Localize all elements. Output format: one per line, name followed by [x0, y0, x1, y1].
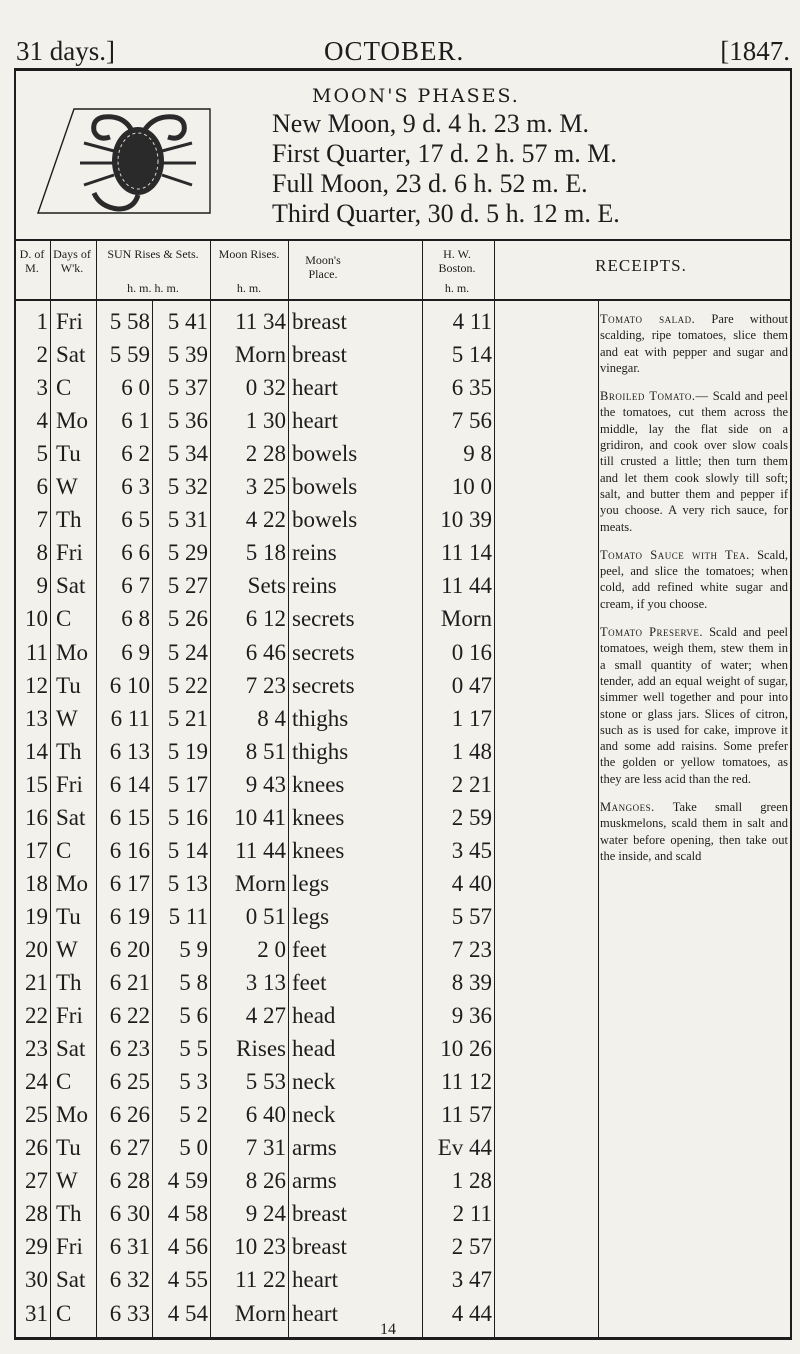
high-water-cell: 11 14	[441, 540, 492, 566]
receipt-body: Scald, peel, and slice the tomatoes; when cold, add refined white sugar and cream, if you choose.	[600, 547, 789, 611]
sunset-cell: 4 55	[167, 1267, 208, 1293]
day-of-week-cell: Mo	[56, 639, 88, 665]
moon-rises-cell: 6 46	[245, 639, 286, 665]
receipt-title: Tomato Preserve.	[600, 625, 703, 640]
moon-rises-cell: Morn	[234, 1300, 286, 1326]
receipts-column	[600, 311, 788, 876]
days-count: 31 days.]	[16, 36, 115, 66]
col-sun: SUN Rises & Sets.	[107, 247, 199, 261]
day-of-month-cell: 6	[36, 474, 48, 500]
sunset-cell: 4 58	[167, 1201, 208, 1227]
day-of-week-cell: Th	[56, 970, 82, 995]
day-of-month-cell: 30	[25, 1267, 48, 1293]
moon-rises-cell: 9 24	[245, 1201, 286, 1227]
day-of-week-cell: C	[56, 1300, 72, 1326]
high-water-cell: 5 57	[451, 903, 492, 929]
moons-place-cell: knees	[292, 837, 345, 863]
day-of-month-cell: 8	[36, 540, 48, 566]
sunrise-cell: 6 3	[121, 474, 150, 500]
day-of-week-cell: C	[56, 1069, 72, 1095]
high-water-cell: 7 56	[451, 408, 492, 434]
moons-place-cell: secrets	[292, 639, 355, 665]
high-water-cell: 6 35	[451, 375, 492, 401]
moons-place-cell: feet	[292, 936, 327, 962]
sunrise-cell: 6 13	[109, 738, 150, 764]
receipt-tomato-salad	[600, 311, 788, 376]
day-of-month-cell: 21	[25, 970, 48, 995]
day-of-month-cell: 19	[25, 903, 48, 929]
sunrise-cell: 6 16	[109, 837, 150, 863]
col-moons-place: Moon's Place.	[305, 253, 341, 281]
sunrise-cell: 6 33	[109, 1300, 150, 1326]
col-sun-units: h. m. h. m.	[127, 281, 179, 295]
sunrise-cell: 6 5	[121, 507, 150, 533]
high-water-cell: 2 59	[451, 804, 492, 830]
day-of-month-cell: 2	[36, 342, 48, 368]
year-label: [1847.	[720, 36, 790, 66]
sunset-cell: 5 21	[167, 705, 208, 731]
sunrise-cell: 6 2	[121, 441, 150, 467]
high-water-cell: 1 17	[451, 705, 492, 731]
page-header	[14, 28, 792, 71]
almanac-table	[14, 301, 792, 1340]
day-of-month-cell: 10	[25, 606, 48, 632]
col-high-water: H. W. Boston.	[438, 247, 476, 275]
day-of-month-cell: 4	[36, 408, 48, 434]
sunrise-cell: 6 20	[109, 936, 150, 962]
sunset-cell: 5 2	[179, 1102, 208, 1128]
moon-rises-cell: 9 43	[245, 771, 286, 797]
day-of-month-cell: 18	[25, 870, 48, 896]
sunset-cell: 5 0	[179, 1135, 208, 1161]
day-of-month-cell: 17	[25, 837, 48, 863]
sunset-cell: 5 41	[167, 309, 208, 334]
sunset-cell: 5 26	[167, 606, 208, 632]
day-of-week-cell: C	[56, 606, 72, 632]
day-of-week-cell: Th	[56, 738, 82, 764]
col-divider	[96, 241, 97, 299]
moons-place-cell: neck	[292, 1102, 336, 1128]
high-water-cell: 11 44	[441, 573, 492, 599]
day-of-month-cell: 15	[25, 771, 48, 797]
phase-new-moon: New Moon, 9 d. 4 h. 23 m. M.	[272, 109, 590, 138]
high-water-cell: 2 57	[451, 1234, 492, 1260]
high-water-cell: 3 45	[451, 837, 492, 863]
moons-place-cell: heart	[292, 1300, 338, 1326]
col-divider	[598, 301, 599, 1337]
sunset-cell: 5 16	[167, 804, 208, 830]
sunset-cell: 5 11	[168, 903, 208, 929]
sunset-cell: 5 31	[167, 507, 208, 533]
moons-place-cell: breast	[292, 1234, 347, 1260]
sunset-cell: 5 34	[167, 441, 208, 467]
moon-rises-cell: 1 30	[245, 408, 286, 434]
scorpio-zodiac-icon	[34, 101, 214, 219]
sunset-cell: 5 9	[179, 936, 208, 962]
moons-place-cell: breast	[292, 1201, 347, 1227]
moons-place-cell: head	[292, 1003, 336, 1029]
day-of-month-cell: 5	[36, 441, 48, 467]
day-of-week-cell: Th	[56, 1201, 82, 1227]
day-of-month-cell: 1	[36, 309, 48, 334]
receipt-title: Tomato salad.	[600, 312, 696, 326]
sunrise-cell: 6 0	[121, 375, 150, 401]
day-of-week-cell: Sat	[56, 1036, 86, 1062]
moons-place-cell: bowels	[292, 474, 358, 500]
moon-phases-block	[14, 71, 792, 239]
moon-rises-cell: 5 53	[245, 1069, 286, 1095]
day-of-month-cell: 25	[25, 1102, 48, 1128]
moons-place-cell: bowels	[292, 507, 358, 533]
sunset-cell: 5 3	[179, 1069, 208, 1095]
phase-full-moon: Full Moon, 23 d. 6 h. 52 m. E.	[272, 169, 588, 198]
day-of-week-cell: C	[56, 375, 72, 401]
moons-place-cell: breast	[292, 309, 347, 334]
high-water-cell: 4 40	[451, 870, 492, 896]
sunrise-cell: 6 30	[109, 1201, 150, 1227]
high-water-cell: 7 23	[451, 936, 492, 962]
moon-rises-cell: 4 27	[245, 1003, 286, 1029]
phase-third-quarter: Third Quarter, 30 d. 5 h. 12 m. E.	[272, 199, 620, 228]
high-water-cell: 1 48	[451, 738, 492, 764]
moons-place-cell: legs	[292, 903, 330, 929]
high-water-cell: 5 14	[451, 342, 492, 368]
day-of-month-cell: 11	[25, 639, 48, 665]
day-of-month-cell: 14	[25, 738, 48, 764]
sunset-cell: 5 13	[167, 870, 208, 896]
moon-rises-cell: 2 28	[245, 441, 286, 467]
sunset-cell: 5 6	[179, 1003, 208, 1029]
sunset-cell: 5 39	[167, 342, 208, 368]
day-of-week-cell: W	[56, 705, 78, 731]
sunrise-cell: 6 25	[109, 1069, 150, 1095]
moon-rises-cell: 6 40	[245, 1102, 286, 1128]
day-of-month-cell: 29	[25, 1234, 48, 1260]
col-divider	[494, 241, 495, 299]
col-day-of-week: Days of W'k.	[53, 247, 91, 275]
sunrise-cell: 6 28	[109, 1168, 150, 1194]
moons-place-cell: reins	[292, 540, 337, 566]
sunset-cell: 5 24	[167, 639, 208, 665]
receipt-tomato-preserve	[600, 624, 788, 787]
moons-place-cell: secrets	[292, 606, 355, 632]
high-water-cell: 4 11	[452, 309, 492, 334]
day-of-week-cell: Fri	[56, 540, 83, 566]
day-of-week-cell: Tu	[56, 1135, 81, 1161]
phase-first-quarter: First Quarter, 17 d. 2 h. 57 m. M.	[272, 139, 617, 168]
sunrise-cell: 6 22	[109, 1003, 150, 1029]
high-water-cell: 1 28	[451, 1168, 492, 1194]
col-divider	[50, 241, 51, 299]
day-of-month-cell: 12	[25, 672, 48, 698]
day-of-week-cell: W	[56, 1168, 78, 1194]
sunrise-cell: 6 11	[110, 705, 150, 731]
day-of-month-cell: 28	[25, 1201, 48, 1227]
sunrise-cell: 6 8	[121, 606, 150, 632]
col-moon-units: h. m.	[236, 281, 262, 295]
moons-place-cell: breast	[292, 342, 347, 368]
day-of-month-cell: 20	[25, 936, 48, 962]
sunset-cell: 5 29	[167, 540, 208, 566]
high-water-cell: 0 47	[451, 672, 492, 698]
page-number: 14	[380, 1321, 396, 1338]
day-of-week-cell: Mo	[56, 408, 88, 434]
sunrise-cell: 6 7	[121, 573, 150, 599]
receipt-body: Scald and peel tomatoes, weigh them, stew them in a small quantity of water; when tender, add an equal weight of sugar, simmer well together and pour into stone or glass jars. Slices of citron, such as is used for cake, improve it and some add raisins. Some prefer the golden or yellow tomatoes, as they are less acid than the red.	[600, 625, 789, 786]
high-water-cell: 11 12	[441, 1069, 492, 1095]
receipt-title: Broiled Tomato.—	[600, 389, 709, 404]
day-of-month-cell: 7	[36, 507, 48, 533]
sunset-cell: 5 5	[179, 1036, 208, 1062]
col-divider	[210, 241, 211, 299]
sunset-cell: 5 22	[167, 672, 208, 698]
sunrise-cell: 6 23	[109, 1036, 150, 1062]
sunrise-cell: 6 21	[109, 970, 150, 995]
col-moon-rises: Moon Rises.	[218, 247, 280, 261]
sunset-cell: 4 54	[167, 1300, 208, 1326]
day-of-week-cell: Tu	[56, 441, 81, 467]
sunrise-cell: 6 19	[109, 903, 150, 929]
moons-place-cell: thighs	[292, 738, 349, 764]
moon-rises-cell: 3 25	[245, 474, 286, 500]
sunrise-cell: 6 15	[109, 804, 150, 830]
sunset-cell: 5 17	[167, 771, 208, 797]
sunrise-cell: 6 1	[121, 408, 150, 434]
moons-place-cell: thighs	[292, 705, 349, 731]
col-divider	[50, 301, 51, 1337]
day-of-month-cell: 27	[25, 1168, 48, 1194]
receipt-mangoes	[600, 799, 788, 864]
high-water-cell: 9 36	[451, 1003, 492, 1029]
high-water-cell: 10 0	[451, 474, 492, 500]
day-of-week-cell: Sat	[56, 1267, 86, 1293]
col-high-water-units: h. m.	[444, 281, 470, 295]
col-divider	[422, 301, 423, 1337]
high-water-cell: 10 39	[440, 507, 492, 533]
sunrise-cell: 6 10	[109, 672, 150, 698]
day-of-week-cell: Fri	[56, 1003, 83, 1029]
sunset-cell: 5 32	[167, 474, 208, 500]
day-of-month-cell: 16	[25, 804, 48, 830]
high-water-cell: 0 16	[451, 639, 492, 665]
moon-rises-cell: 0 51	[245, 903, 286, 929]
col-divider	[288, 301, 289, 1337]
moons-place-cell: secrets	[292, 672, 355, 698]
moon-rises-cell: 7 23	[245, 672, 286, 698]
day-of-week-cell: W	[56, 936, 78, 962]
moon-rises-cell: 8 26	[245, 1168, 286, 1194]
day-of-week-cell: Tu	[56, 672, 81, 698]
sunset-cell: 5 8	[179, 970, 208, 995]
moon-rises-cell: 11 44	[235, 837, 286, 863]
moon-rises-cell: 5 18	[245, 540, 286, 566]
moon-rises-cell: 4 22	[245, 507, 286, 533]
receipt-body: Scald and peel the tomatoes, cut them across the middle, lay the flat side on a gridiron, and cook over slow coals till crusted a little; then turn them and let them cook slowly till soft; salt, and butter them and pepper if you choose. A very rich sauce, for meats.	[600, 389, 789, 534]
day-of-week-cell: Fri	[56, 1234, 83, 1260]
almanac-page	[14, 28, 792, 1340]
day-of-week-cell: Tu	[56, 903, 81, 929]
day-of-week-cell: Mo	[56, 870, 88, 896]
moons-place-cell: bowels	[292, 441, 358, 467]
col-divider	[152, 301, 153, 1337]
day-of-month-cell: 9	[36, 573, 48, 599]
day-of-week-cell: Fri	[56, 771, 83, 797]
moon-rises-cell: 10 41	[234, 804, 286, 830]
day-of-month-cell: 13	[25, 705, 48, 731]
day-of-month-cell: 3	[36, 375, 48, 401]
sunrise-cell: 6 31	[109, 1234, 150, 1260]
moon-rises-cell: 2 0	[257, 936, 286, 962]
sunset-cell: 5 19	[167, 738, 208, 764]
col-divider	[422, 241, 423, 299]
day-of-week-cell: Sat	[56, 804, 86, 830]
high-water-cell: Morn	[440, 606, 492, 632]
high-water-cell: 3 47	[451, 1267, 492, 1293]
moon-rises-cell: 8 4	[257, 705, 286, 731]
moon-rises-cell: 7 31	[245, 1135, 286, 1161]
moon-rises-cell: Morn	[234, 342, 286, 368]
sunrise-cell: 6 27	[109, 1135, 150, 1161]
moon-rises-cell: Sets	[247, 573, 286, 599]
sunrise-cell: 5 59	[109, 342, 150, 368]
high-water-cell: 11 57	[441, 1102, 492, 1128]
moon-rises-cell: 0 32	[245, 375, 286, 401]
moons-place-cell: feet	[292, 970, 327, 995]
day-of-week-cell: Th	[56, 507, 82, 533]
moons-place-cell: knees	[292, 771, 345, 797]
sunset-cell: 5 27	[167, 573, 208, 599]
high-water-cell: 10 26	[440, 1036, 492, 1062]
sunrise-cell: 6 9	[121, 639, 150, 665]
high-water-cell: 2 21	[451, 771, 492, 797]
moons-place-cell: heart	[292, 408, 338, 434]
col-divider	[210, 301, 211, 1337]
receipt-body: Pare without scalding, ripe tomatoes, slice them and eat with pepper and sugar and vinegar.	[600, 312, 788, 375]
moon-rises-cell: 6 12	[245, 606, 286, 632]
day-of-month-cell: 26	[25, 1135, 48, 1161]
receipt-title: Tomato Sauce with Tea.	[600, 547, 750, 562]
moon-rises-cell: 3 13	[245, 970, 286, 995]
column-headers	[14, 239, 792, 301]
high-water-cell: 9 8	[463, 441, 492, 467]
moon-rises-cell: Rises	[236, 1036, 286, 1062]
col-divider	[288, 241, 289, 299]
sunset-cell: 4 56	[167, 1234, 208, 1260]
day-of-week-cell: Fri	[56, 309, 83, 334]
day-of-week-cell: Mo	[56, 1102, 88, 1128]
col-receipts: RECEIPTS.	[595, 256, 687, 275]
sunrise-cell: 5 58	[109, 309, 150, 334]
moon-rises-cell: 8 51	[245, 738, 286, 764]
moon-rises-cell: 11 34	[235, 309, 286, 334]
sunset-cell: 5 36	[167, 408, 208, 434]
moon-rises-cell: Morn	[234, 870, 286, 896]
moons-place-cell: knees	[292, 804, 345, 830]
moons-place-cell: arms	[292, 1135, 337, 1161]
moons-place-cell: neck	[292, 1069, 336, 1095]
moons-place-cell: heart	[292, 375, 338, 401]
day-of-week-cell: C	[56, 837, 72, 863]
receipt-broiled-tomato	[600, 388, 788, 535]
sunset-cell: 5 14	[167, 837, 208, 863]
day-of-month-cell: 22	[25, 1003, 48, 1029]
sunrise-cell: 6 6	[121, 540, 150, 566]
moon-rises-cell: 11 22	[235, 1267, 286, 1293]
sunset-cell: 5 37	[167, 375, 208, 401]
col-day-of-month: D. of M.	[19, 247, 45, 275]
receipt-tomato-sauce	[600, 547, 788, 612]
day-of-week-cell: Sat	[56, 342, 86, 368]
col-divider	[494, 301, 495, 1337]
receipt-title: Mangoes.	[600, 800, 655, 815]
high-water-cell: Ev 44	[437, 1135, 492, 1161]
moon-rises-cell: 10 23	[234, 1234, 286, 1260]
sunrise-cell: 6 14	[109, 771, 150, 797]
high-water-cell: 4 44	[451, 1300, 492, 1326]
day-of-month-cell: 24	[25, 1069, 48, 1095]
moons-place-cell: head	[292, 1036, 336, 1062]
high-water-cell: 8 39	[451, 970, 492, 995]
high-water-cell: 2 11	[452, 1201, 492, 1227]
day-of-week-cell: Sat	[56, 573, 86, 599]
day-of-week-cell: W	[56, 474, 78, 500]
moons-place-cell: legs	[292, 870, 330, 896]
sunset-cell: 4 59	[167, 1168, 208, 1194]
moons-place-cell: heart	[292, 1267, 338, 1293]
sunrise-cell: 6 32	[109, 1267, 150, 1293]
day-of-month-cell: 31	[25, 1300, 48, 1326]
moons-place-cell: arms	[292, 1168, 337, 1194]
sunrise-cell: 6 17	[109, 870, 150, 896]
day-of-month-cell: 23	[25, 1036, 48, 1062]
phases-title: MOON'S PHASES.	[312, 85, 520, 107]
moons-place-cell: reins	[292, 573, 337, 599]
sunrise-cell: 6 26	[109, 1102, 150, 1128]
month-title: OCTOBER.	[324, 36, 465, 66]
receipt-body: Take small green muskmelons, scald them in salt and water before opening, then take out the inside, and scald	[600, 800, 788, 863]
col-divider	[96, 301, 97, 1337]
